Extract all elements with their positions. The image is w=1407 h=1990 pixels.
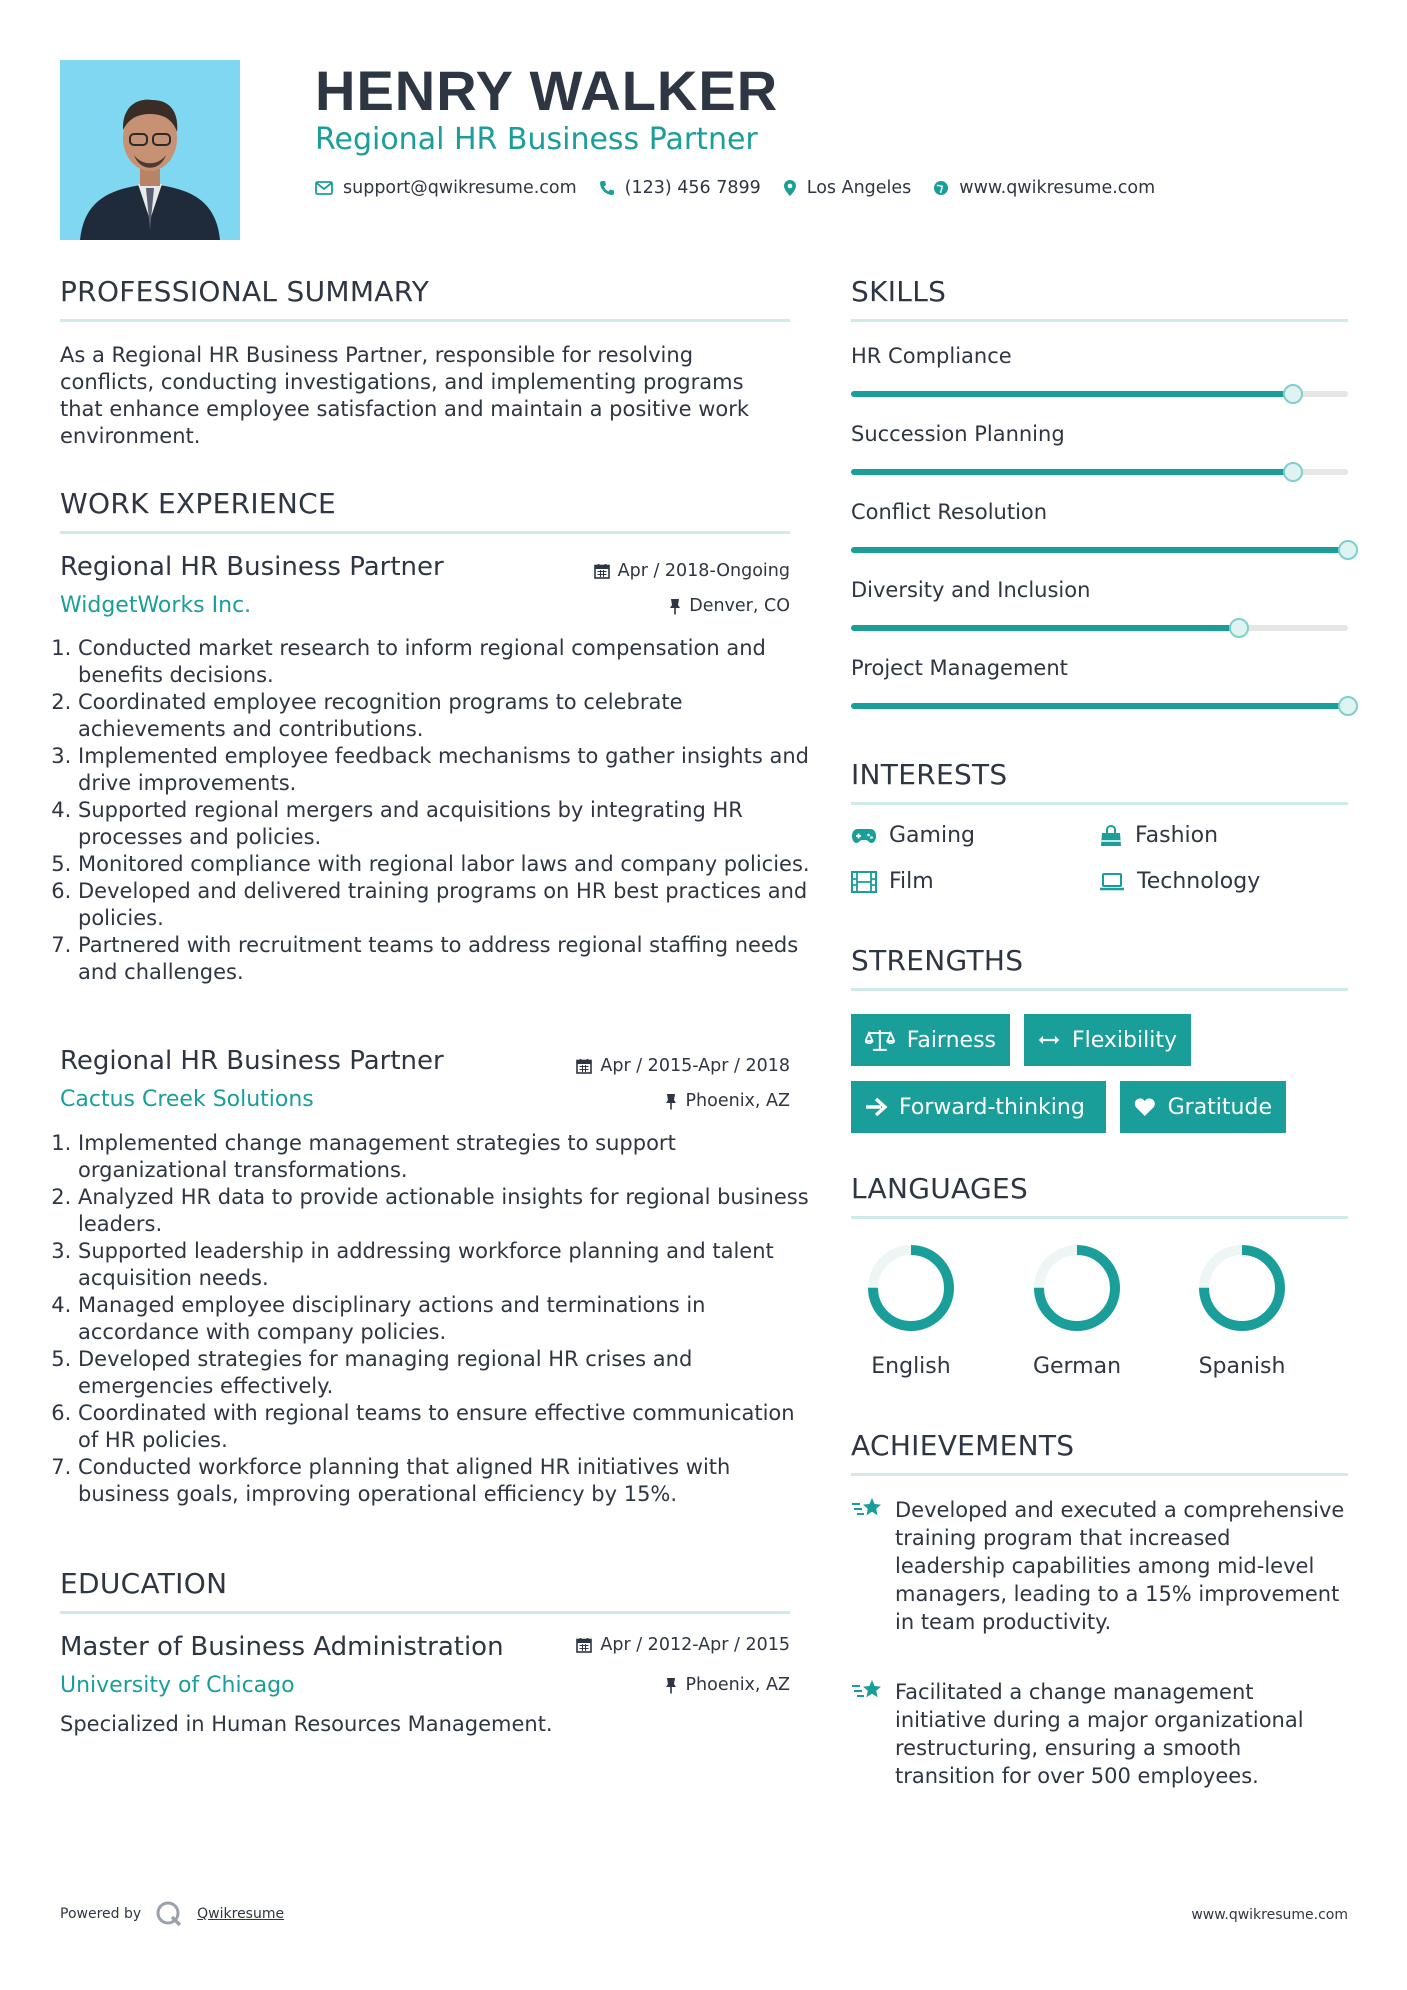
job-location bbox=[665, 1091, 790, 1111]
contact-phone[interactable] bbox=[599, 178, 761, 198]
language-label: Spanish bbox=[1198, 1354, 1286, 1379]
section-divider bbox=[851, 1473, 1348, 1476]
shooting-star-icon bbox=[851, 1678, 885, 1702]
contact-email[interactable] bbox=[315, 178, 577, 198]
strength-label: Gratitude bbox=[1167, 1094, 1272, 1120]
footer-website[interactable]: www.qwikresume.com bbox=[1191, 1907, 1348, 1923]
list-item: 1. Conducted market research to inform regional compensation and benefits decisions. bbox=[78, 635, 820, 689]
strength-label: Forward-thinking bbox=[899, 1094, 1085, 1120]
profile-photo bbox=[60, 60, 240, 240]
person-photo-icon bbox=[60, 60, 240, 240]
section-title-achievements: ACHIEVEMENTS bbox=[851, 1429, 1075, 1462]
language-label: English bbox=[871, 1354, 951, 1379]
summary-text: As a Regional HR Business Partner, responsible for resolving conflicts, conducting investigations, and implementing programs that enhance employee satisfaction and maintain a positive work environment. bbox=[60, 343, 750, 448]
interest-label: Gaming bbox=[889, 823, 975, 848]
list-item: 6. Coordinated with regional teams to ensure effective communication of HR policies. bbox=[78, 1400, 820, 1454]
education-description: Specialized in Human Resources Management. bbox=[60, 1712, 553, 1736]
section-divider bbox=[851, 319, 1348, 322]
location-text: Los Angeles bbox=[806, 178, 912, 198]
skill-bar-fill bbox=[851, 391, 1293, 397]
pushpin-icon bbox=[665, 1677, 677, 1694]
language-english bbox=[851, 1240, 971, 1379]
pushpin-icon bbox=[669, 598, 681, 615]
skill-label: Conflict Resolution bbox=[851, 500, 1048, 524]
school-name: University of Chicago bbox=[60, 1673, 295, 1698]
section-title-interests: INTERESTS bbox=[851, 758, 1008, 791]
skill-bar-knob bbox=[1283, 384, 1303, 404]
company-name: Cactus Creek Solutions bbox=[60, 1087, 314, 1112]
heart-icon bbox=[1134, 1096, 1156, 1118]
interest-technology bbox=[1099, 869, 1260, 894]
language-spanish bbox=[1182, 1240, 1302, 1379]
globe-icon bbox=[933, 180, 949, 196]
gamepad-icon bbox=[851, 827, 877, 845]
footer-powered-by bbox=[60, 1900, 284, 1928]
shopping-bag-icon bbox=[1099, 825, 1123, 847]
contact-location bbox=[783, 178, 912, 198]
company-name: WidgetWorks Inc. bbox=[60, 593, 252, 618]
list-item: 4. Supported regional mergers and acquisitions by integrating HR processes and policies. bbox=[78, 797, 820, 851]
map-pin-icon bbox=[783, 179, 797, 197]
achievement-item bbox=[851, 1678, 1351, 1790]
list-item: 6. Developed and delivered training programs on HR best practices and policies. bbox=[78, 878, 820, 932]
job-dates-text: Apr / 2015-Apr / 2018 bbox=[600, 1056, 790, 1076]
job-location bbox=[669, 596, 790, 616]
qwikresume-logo-icon bbox=[155, 1900, 183, 1928]
skill-label: Succession Planning bbox=[851, 422, 1065, 446]
section-title-languages: LANGUAGES bbox=[851, 1172, 1029, 1205]
phone-text: (123) 456 7899 bbox=[624, 178, 761, 198]
arrows-horizontal-icon bbox=[1038, 1033, 1060, 1047]
education-dates-text: Apr / 2012-Apr / 2015 bbox=[600, 1635, 790, 1655]
contact-website[interactable] bbox=[933, 178, 1155, 198]
interest-fashion bbox=[1099, 823, 1218, 848]
list-item: 5. Developed strategies for managing regional HR crises and emergencies effectively. bbox=[78, 1346, 820, 1400]
strength-badge-fairness bbox=[851, 1014, 1010, 1066]
candidate-name: HENRY WALKER bbox=[315, 59, 779, 122]
language-level-ring bbox=[1029, 1240, 1125, 1336]
skill-bar-fill bbox=[851, 703, 1348, 709]
strength-badge-flexibility bbox=[1024, 1014, 1191, 1066]
job-responsibilities bbox=[48, 1130, 820, 1508]
language-level-ring bbox=[863, 1240, 959, 1336]
language-level-ring bbox=[1194, 1240, 1290, 1336]
education-dates bbox=[576, 1635, 790, 1655]
job-dates-text: Apr / 2018-Ongoing bbox=[617, 561, 790, 581]
job-dates bbox=[576, 1056, 790, 1076]
calendar-icon bbox=[576, 1058, 592, 1074]
calendar-icon bbox=[576, 1637, 592, 1653]
skill-bar bbox=[851, 547, 1348, 553]
interest-label: Film bbox=[889, 869, 934, 894]
section-divider bbox=[60, 531, 790, 534]
section-title-summary: PROFESSIONAL SUMMARY bbox=[60, 275, 430, 308]
list-item: 1. Implemented change management strategies to support organizational transformations. bbox=[78, 1130, 820, 1184]
job-title: Regional HR Business Partner bbox=[60, 552, 444, 582]
list-item: 4. Managed employee disciplinary actions and terminations in accordance with company policies. bbox=[78, 1292, 820, 1346]
language-german bbox=[1017, 1240, 1137, 1379]
education-location bbox=[665, 1675, 790, 1695]
job-responsibilities bbox=[48, 635, 820, 986]
pushpin-icon bbox=[665, 1093, 677, 1110]
skill-bar-fill bbox=[851, 625, 1239, 631]
list-item: 7. Conducted workforce planning that aligned HR initiatives with business goals, improving operational efficiency by 15%. bbox=[78, 1454, 820, 1508]
list-item: 2. Coordinated employee recognition programs to celebrate achievements and contributions. bbox=[78, 689, 820, 743]
website-text: www.qwikresume.com bbox=[959, 178, 1156, 198]
job-location-text: Denver, CO bbox=[689, 596, 790, 616]
shooting-star-icon bbox=[851, 1496, 885, 1520]
section-divider bbox=[60, 319, 790, 322]
candidate-title: Regional HR Business Partner bbox=[315, 122, 758, 157]
strength-label: Flexibility bbox=[1072, 1027, 1177, 1053]
skill-bar-knob bbox=[1338, 696, 1358, 716]
skill-bar-fill bbox=[851, 469, 1293, 475]
section-title-education: EDUCATION bbox=[60, 1567, 228, 1600]
education-location-text: Phoenix, AZ bbox=[685, 1675, 790, 1695]
section-divider bbox=[851, 1216, 1348, 1219]
list-item: 3. Supported leadership in addressing workforce planning and talent acquisition needs. bbox=[78, 1238, 820, 1292]
film-icon bbox=[851, 871, 877, 893]
skill-bar bbox=[851, 469, 1348, 475]
skill-bar-knob bbox=[1229, 618, 1249, 638]
job-title: Regional HR Business Partner bbox=[60, 1046, 444, 1076]
achievement-item bbox=[851, 1496, 1351, 1636]
email-text: support@qwikresume.com bbox=[343, 178, 577, 198]
language-label: German bbox=[1032, 1354, 1122, 1379]
skill-bar-fill bbox=[851, 547, 1348, 553]
section-title-strengths: STRENGTHS bbox=[851, 944, 1024, 977]
section-title-skills: SKILLS bbox=[851, 275, 947, 308]
arrow-right-icon bbox=[865, 1097, 887, 1117]
skill-bar-knob bbox=[1283, 462, 1303, 482]
section-divider bbox=[851, 988, 1348, 991]
interest-gaming bbox=[851, 823, 975, 848]
brand-link[interactable]: Qwikresume bbox=[197, 1906, 285, 1922]
list-item: 3. Implemented employee feedback mechanisms to gather insights and drive improvements. bbox=[78, 743, 820, 797]
list-item: 2. Analyzed HR data to provide actionable insights for regional business leaders. bbox=[78, 1184, 820, 1238]
envelope-icon bbox=[315, 181, 333, 195]
section-title-work: WORK EXPERIENCE bbox=[60, 487, 336, 520]
calendar-icon bbox=[594, 563, 610, 579]
section-divider bbox=[851, 802, 1348, 805]
list-item: 5. Monitored compliance with regional labor laws and company policies. bbox=[78, 851, 820, 878]
job-dates bbox=[594, 561, 790, 581]
contact-bar bbox=[315, 178, 1165, 198]
strength-badge-gratitude bbox=[1120, 1081, 1286, 1133]
achievement-text: Developed and executed a comprehensive training program that increased leadership capabilities among mid-level managers, leading to a 15% improvement in team productivity. bbox=[895, 1498, 1345, 1634]
interest-label: Fashion bbox=[1135, 823, 1219, 848]
skill-label: Diversity and Inclusion bbox=[851, 578, 1091, 602]
list-item: 7. Partnered with recruitment teams to address regional staffing needs and challenges. bbox=[78, 932, 820, 986]
degree-title: Master of Business Administration bbox=[60, 1632, 504, 1662]
skill-bar bbox=[851, 391, 1348, 397]
strength-label: Fairness bbox=[906, 1027, 996, 1053]
phone-icon bbox=[599, 180, 615, 196]
section-divider bbox=[60, 1611, 790, 1614]
skill-label: HR Compliance bbox=[851, 344, 1012, 368]
powered-by-text: Powered by bbox=[60, 1906, 142, 1922]
job-location-text: Phoenix, AZ bbox=[685, 1091, 790, 1111]
skill-bar-knob bbox=[1338, 540, 1358, 560]
achievement-text: Facilitated a change management initiative during a major organizational restructuring, ensuring a smooth transition for over 500 employees. bbox=[895, 1680, 1304, 1788]
interest-film bbox=[851, 869, 934, 894]
interest-label: Technology bbox=[1137, 869, 1261, 894]
skill-bar bbox=[851, 703, 1348, 709]
laptop-icon bbox=[1099, 872, 1125, 892]
balance-scale-icon bbox=[865, 1028, 895, 1052]
skill-label: Project Management bbox=[851, 656, 1068, 680]
strength-badge-forward-thinking bbox=[851, 1081, 1106, 1133]
skill-bar bbox=[851, 625, 1348, 631]
